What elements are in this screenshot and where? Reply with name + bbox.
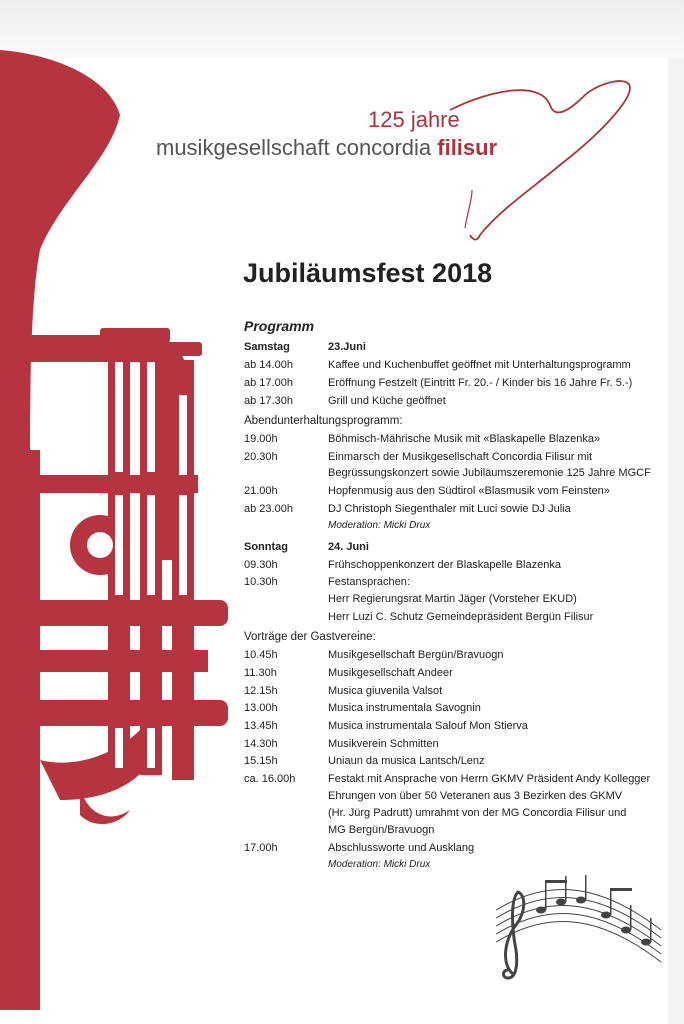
item-text: Musica giuvenila Valsot (328, 685, 443, 697)
item-time: 10.30h (244, 576, 278, 588)
item-text: DJ Christoph Siegenthaler mit Luci sowie DJ Julia (328, 503, 571, 515)
item-text: Grill und Küche geöffnet (328, 395, 446, 407)
item-text: Herr Regierungsrat Martin Jäger (Vorsteher EKUD) (328, 593, 577, 605)
item-text: Festakt mit Ansprache von Herrn GKMV Präsident Andy Kollegger (328, 773, 651, 785)
moderation-text: Moderation: Micki Drux (328, 859, 431, 870)
item-text: Musica instrumentala Savognin (328, 702, 481, 714)
music-notes-icon (486, 870, 666, 990)
item-time: ca. 16.00h (244, 773, 296, 785)
item-time: 13.00h (244, 702, 278, 714)
day-label: Sonntag (244, 541, 288, 553)
item-time: 14.30h (244, 738, 278, 750)
item-time: 09.30h (244, 559, 278, 571)
item-text: Herr Luzi C. Schutz Gemeindepräsident Bergün Filisur (328, 611, 594, 623)
day-label: Samstag (244, 341, 290, 353)
day-date: 24. Juni (328, 541, 369, 553)
item-time: 19.00h (244, 433, 278, 445)
item-text: Musikgesellschaft Bergün/Bravuogn (328, 649, 504, 661)
day-date: 23.Juni (328, 341, 366, 353)
item-text: Hopfenmusig aus den Südtirol «Blasmusik vom Feinsten» (328, 485, 610, 497)
item-text: Frühschoppenkonzert der Blaskapelle Blazenka (328, 559, 561, 571)
item-time: ab 23.00h (244, 503, 293, 515)
evening-heading: Abendunterhaltungsprogramm: (244, 415, 403, 427)
item-text: Böhmisch-Mährische Musik mit «Blaskapelle Blazenka» (328, 433, 601, 445)
guests-heading: Vorträge der Gastvereine: (244, 631, 376, 643)
logo-name (156, 135, 497, 161)
logo-name-bold: filisur (437, 135, 498, 160)
item-time: 10.45h (244, 649, 278, 661)
program-heading: Programm (244, 318, 315, 334)
item-time: 12.15h (244, 685, 278, 697)
item-time: 17.00h (244, 842, 278, 854)
item-time: ab 14.00h (244, 359, 293, 371)
moderation-text: Moderation: Micki Drux (328, 520, 431, 531)
item-text: Uniaun da musica Lantsch/Lenz (328, 755, 485, 767)
item-text: Musikgesellschaft Andeer (328, 667, 453, 679)
logo-name-prefix: musikgesellschaft concordia (156, 135, 438, 160)
item-text: Begrüssungskonzert sowie Jubiläumszeremonie 125 Jahre MGCF (328, 467, 651, 479)
item-text: MG Bergün/Bravuogn (328, 824, 435, 836)
item-time: 20.30h (244, 451, 278, 463)
item-text: Eröffnung Festzelt (Eintritt Fr. 20.- / Kinder bis 16 Jahre Fr. 5.-) (328, 377, 633, 389)
page-title: Jubiläumsfest 2018 (243, 258, 493, 288)
item-time: ab 17.30h (244, 395, 293, 407)
item-text: Abschlussworte und Ausklang (328, 842, 475, 854)
item-text: Musikverein Schmitten (328, 738, 439, 750)
item-time: 13.45h (244, 720, 278, 732)
item-text: Ehrungen von über 50 Veteranen aus 3 Bezirken des GKMV (328, 790, 623, 802)
item-text: Festansprachen: (328, 576, 410, 588)
item-text: (Hr. Jürg Padrutt) umrahmt von der MG Concordia Filisur und (328, 807, 627, 819)
item-text: Musica instrumentala Salouf Mon Stierva (328, 720, 528, 732)
item-text: Kaffee und Kuchenbuffet geöffnet mit Unterhaltungsprogramm (328, 359, 631, 371)
item-time: 11.30h (244, 667, 277, 679)
item-time: 21.00h (244, 485, 278, 497)
logo-years: 125 jahre (368, 107, 460, 132)
item-time: 15.15h (244, 755, 278, 767)
item-text: Einmarsch der Musikgesellschaft Concordia Filisur mit (328, 451, 593, 463)
item-time: ab 17.00h (244, 377, 293, 389)
